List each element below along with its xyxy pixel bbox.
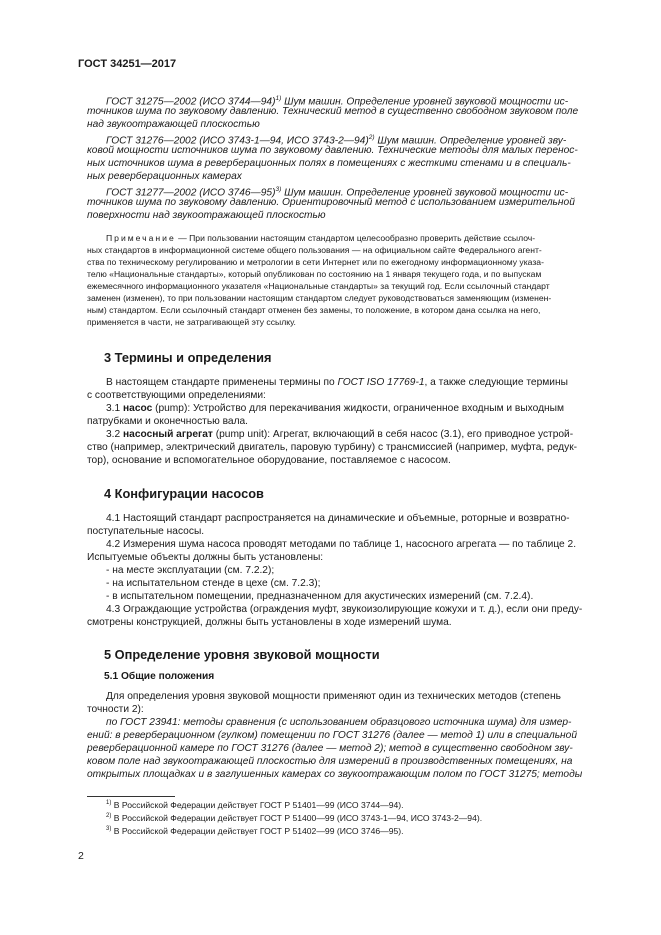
- section-5-line4: ений: в реверберационном (гулком) помещении по ГОСТ 31276 (далее — метод 1) или в специальной: [87, 730, 577, 741]
- term-pump-unit-line2: ство (например, электрический двигатель, паровую турбину) с трансмиссией (например, муфта, редук-: [87, 442, 578, 453]
- note-line2: ных стандартов в информационной системе общего пользования — на официальном сайте Федерального агент-: [87, 245, 542, 255]
- section-5-line2: точности 2):: [87, 704, 144, 715]
- section-4-line4: Испытуемые объекты должны быть установлены:: [87, 552, 324, 563]
- reference-31276: ГОСТ 31276—2002 (ИСО 3743-1—94, ИСО 3743-2—94)$^{2)}$ Шум машин. Определение уровней зву-: [106, 134, 567, 147]
- section-3-intro-line2: с соответствующими определениями:: [87, 390, 266, 401]
- term-pump: 3.1 насос (pump): Устройство для перекачивания жидкости, ограниченное входным и выходным: [106, 403, 564, 414]
- section-4-line8: 4.3 Ограждающие устройства (ограждения муфт, звукоизолирующие кожухи и т. д.), если они преду-: [106, 604, 583, 615]
- reference-31276-line3: ных источников шума в реверберационных полях в помещениях с жесткими стенами и в специаль-: [87, 158, 571, 169]
- document-header: ГОСТ 34251—2017: [78, 58, 177, 70]
- footnote-3: $^{3)}$ В Российской Федерации действует ГОСТ Р 51402—99 (ИСО 3746—95).: [106, 826, 404, 836]
- section-4-line3: 4.2 Измерения шума насоса проводят методами по таблице 1, насосного агрегата — по таблице 2.: [106, 539, 577, 550]
- section-3-title: 3 Термины и определения: [104, 350, 272, 365]
- note-line3: ства по техническому регулированию и метрологии в сети Интернет или по ежегодному информационному указа-: [87, 257, 544, 267]
- footnote-2: $^{2)}$ В Российской Федерации действует ГОСТ Р 51400—99 (ИСО 3743-1—94, ИСО 3743-2—94).: [106, 813, 483, 823]
- reference-31277-line3: поверхности над звукоотражающей плоскостью: [87, 210, 326, 221]
- section-5-line6: ковом поле над звукоотражающей плоскостью для измерений в производственных помещениях, на: [87, 756, 573, 767]
- subsection-5-1-title: 5.1 Общие положения: [104, 671, 215, 682]
- section-4-title: 4 Конфигурации насосов: [104, 486, 264, 501]
- term-pump-line2: патрубками и оконечностью вала.: [87, 416, 249, 427]
- section-3-intro: В настоящем стандарте применены термины по ГОСТ ISO 17769-1, а также следующие термины: [106, 377, 568, 388]
- note-line6: заменен (изменен), то при пользовании настоящим стандартом следует руководствоваться заменяющим (изменен-: [87, 293, 552, 303]
- section-5-line1: Для определения уровня звуковой мощности применяют один из технических методов (степень: [106, 691, 561, 702]
- note-line5: ежемесячного информационного указателя «Национальные стандарты» за текущий год. Если ссылочный стандарт: [87, 281, 550, 291]
- term-pump-unit-line3: тор), основание и вспомогательное оборудование, поставляемое с насосом.: [87, 455, 451, 466]
- page-number: 2: [78, 850, 84, 862]
- section-4-line5: - на месте эксплуатации (см. 7.2.2);: [106, 565, 275, 576]
- reference-31275-line3: над звукоотражающей плоскостью: [87, 119, 260, 130]
- section-4-line2: поступательные насосы.: [87, 526, 205, 537]
- section-4-line9: смотрены конструкцией, должны быть установлены в ходе измерений шума.: [87, 617, 452, 628]
- reference-31277: ГОСТ 31277—2002 (ИСО 3746—95)$^{3)}$ Шум машин. Определение уровней звуковой мощности ис-: [106, 186, 569, 199]
- footnote-divider: [87, 796, 175, 797]
- reference-31276-line2: ковой мощности источников шума по звуковому давлению. Технические методы для малых перенос-: [87, 145, 578, 156]
- section-4-line7: - в испытательном помещении, предназначенном для акустических измерений (см. 7.2.4).: [106, 591, 534, 602]
- reference-31275-line2: точников шума по звуковому давлению. Технический метод в существенно свободном звуковом поле: [87, 106, 579, 117]
- reference-31276-line4: ных реверберационных камерах: [87, 171, 242, 182]
- note-line8: применяется в части, не затрагивающей эту ссылку.: [87, 317, 296, 327]
- section-5-line5: реверберационной камере по ГОСТ 31276 (далее — метод 2); метод в существенно свободном зву-: [87, 743, 573, 754]
- note: Примечание — При пользовании настоящим стандартом целесообразно проверить действие ссылоч-: [106, 233, 536, 243]
- footnote-1: $^{1)}$ В Российской Федерации действует ГОСТ Р 51401—99 (ИСО 3744—94).: [106, 800, 404, 810]
- section-4-line1: 4.1 Настоящий стандарт распространяется на динамические и объемные, роторные и возвратно-: [106, 513, 570, 524]
- section-4-line6: - на испытательном стенде в цехе (см. 7.2.3);: [106, 578, 321, 589]
- section-5-line3: по ГОСТ 23941: методы сравнения (с использованием образцового источника шума) для измер-: [106, 717, 572, 728]
- note-line7: ным) стандартом. Если ссылочный стандарт отменен без замены, то положение, в котором дана ссылка на него,: [87, 305, 541, 315]
- term-pump-unit: 3.2 насосный агрегат (pump unit): Агрегат, включающий в себя насос (3.1), его приводное устрой-: [106, 429, 574, 440]
- section-5-title: 5 Определение уровня звуковой мощности: [104, 647, 380, 662]
- reference-31277-line2: точников шума по звуковому давлению. Ориентировочный метод с использованием измерительной: [87, 197, 575, 208]
- section-5-line7: открытых площадках и в заглушенных камерах со звукоотражающим полом по ГОСТ 31275; методы: [87, 769, 583, 780]
- reference-31275: ГОСТ 31275—2002 (ИСО 3744—94)$^{1)}$ Шум машин. Определение уровней звуковой мощности ис-: [106, 95, 569, 108]
- note-line4: телю «Национальные стандарты», который опубликован по состоянию на 1 января текущего года, и по выпускам: [87, 269, 542, 279]
